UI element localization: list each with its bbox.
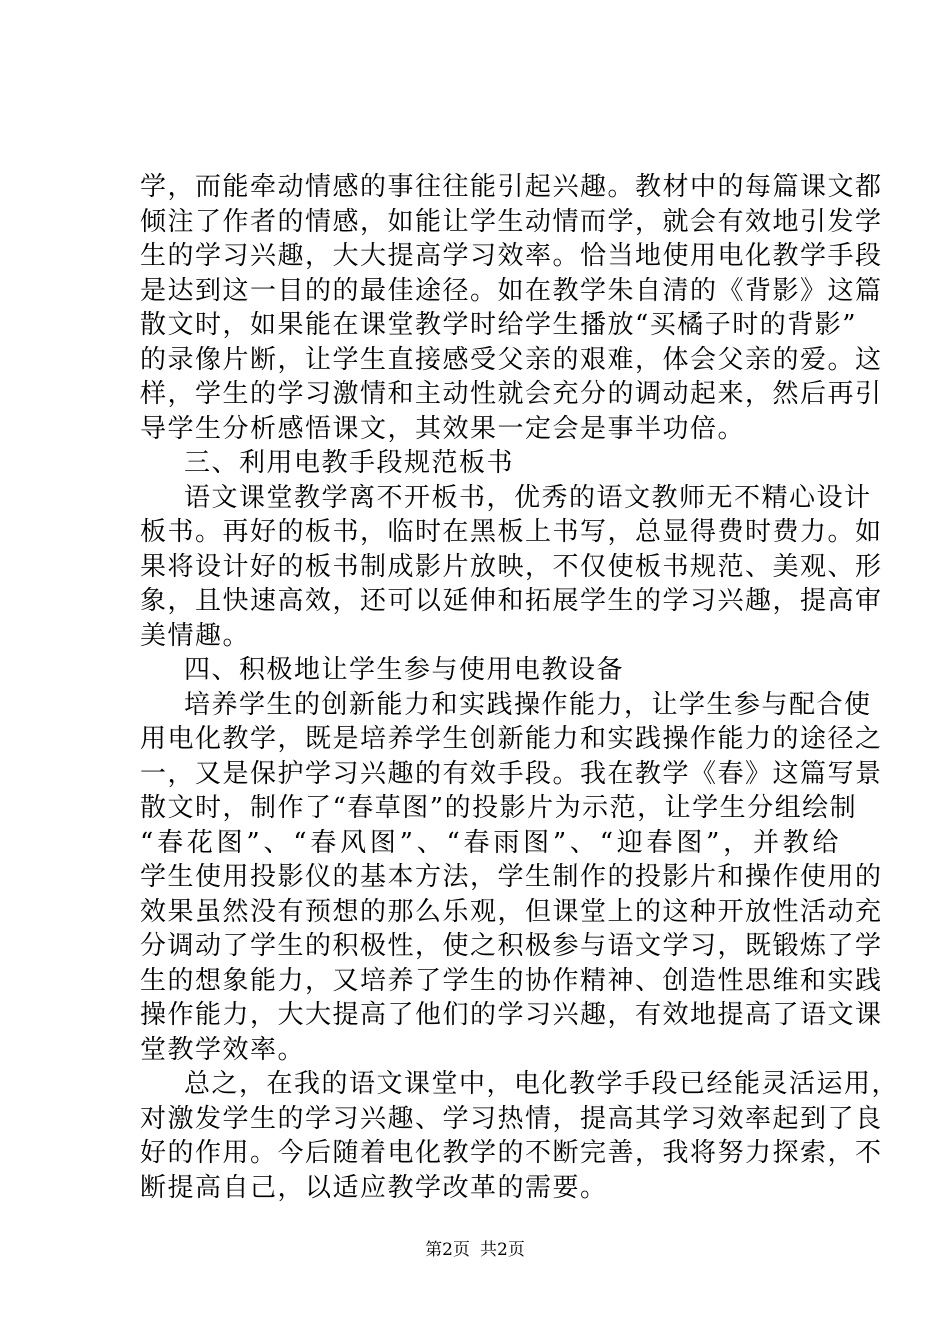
text-line: 堂教学效率。 (140, 1034, 306, 1065)
text-line: 效果虽然没有预想的那么乐观，但课堂上的这种开放性活动充 (140, 896, 883, 927)
text-line: 板书。再好的板书，临时在黑板上书写，总显得费时费力。如 (140, 517, 883, 547)
text-line: 生的学习兴趣，大大提高学习效率。恰当地使用电化教学手段 (140, 241, 883, 271)
text-line: 倾注了作者的情感，如能让学生动情而学，就会有效地引发学 (140, 206, 883, 237)
text-line: 语文课堂教学离不开板书，优秀的语文教师无不精心设计 (184, 482, 872, 513)
text-line: 学生使用投影仪的基本方法，学生制作的投影片和操作使用的 (140, 862, 883, 892)
text-line: 学，而能牵动情感的事往往能引起兴趣。教材中的每篇课文都 (140, 172, 883, 202)
text-line: 散文时，制作了“春草图”的投影片为示范，让学生分组绘制 (140, 793, 858, 823)
text-line: 生的想象能力，又培养了学生的协作精神、创造性思维和实践 (140, 965, 883, 996)
text-line: 是达到这一目的的最佳途径。如在教学朱自清的《背影》这篇 (140, 275, 883, 306)
text-line: 操作能力，大大提高了他们的学习兴趣，有效地提高了语文课 (140, 1000, 883, 1030)
text-line: “春花图”、“春风图”、“春雨图”、“迎春图”，并教给 (140, 827, 840, 858)
text-line: 导学生分析感悟课文，其效果一定会是事半功倍。 (140, 413, 746, 444)
text-line: 果将设计好的板书制成影片放映，不仅使板书规范、美观、形 (140, 551, 883, 582)
text-line: 总之，在我的语文课堂中，电化教学手段已经能灵活运用， (184, 1069, 900, 1099)
text-line: 象，且快速高效，还可以延伸和拓展学生的学习兴趣，提高审 (140, 586, 883, 616)
text-line: 样，学生的学习激情和主动性就会充分的调动起来，然后再引 (140, 379, 883, 409)
section-heading: 三、利用电教手段规范板书 (184, 448, 515, 478)
page-footer (0, 1240, 950, 1260)
text-line: 断提高自己，以适应教学改革的需要。 (140, 1172, 608, 1203)
text-line: 美情趣。 (140, 620, 251, 651)
text-line: 用电化教学，既是培养学生创新能力和实践操作能力的途径之 (140, 724, 883, 754)
text-line: 对激发学生的学习兴趣、学习热情，提高其学习效率起到了良 (140, 1103, 883, 1134)
section-heading: 四、积极地让学生参与使用电教设备 (184, 655, 625, 685)
text-line: 培养学生的创新能力和实践操作能力，让学生参与配合使 (184, 689, 872, 720)
text-line: 一，又是保护学习兴趣的有效手段。我在教学《春》这篇写景 (140, 758, 883, 789)
body-text (140, 170, 900, 1205)
text-line: 散文时，如果能在课堂教学时给学生播放“买橘子时的背影” (140, 310, 858, 340)
text-line: 好的作用。今后随着电化教学的不断完善，我将努力探索，不 (140, 1138, 883, 1168)
page-total: 共2页 (480, 1240, 525, 1260)
text-line: 的录像片断，让学生直接感受父亲的艰难，体会父亲的爱。这 (140, 344, 883, 375)
text-line: 分调动了学生的积极性，使之积极参与语文学习，既锻炼了学 (140, 931, 883, 961)
page-number: 第2页 (425, 1240, 470, 1260)
